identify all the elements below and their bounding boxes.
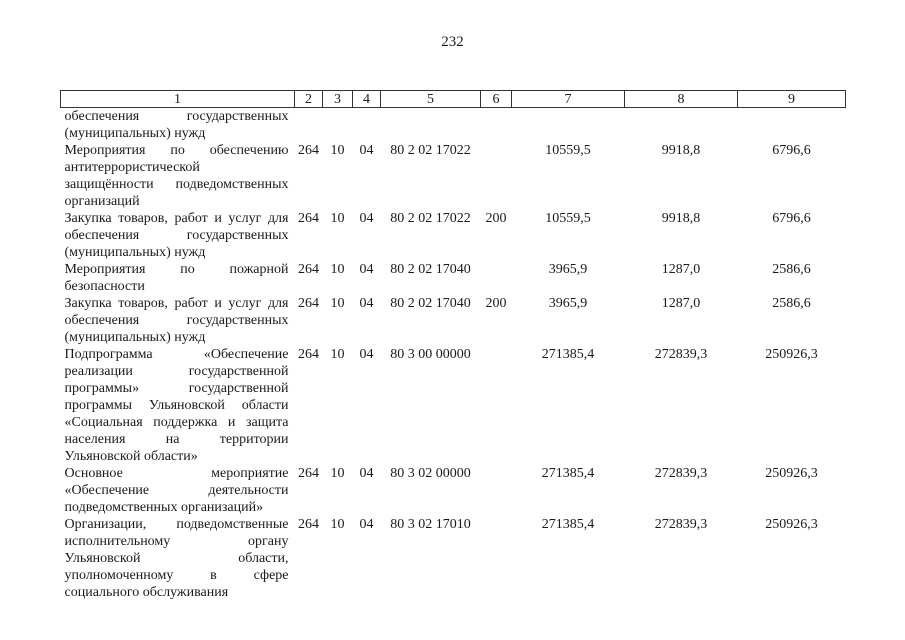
target-article-cell <box>381 108 481 143</box>
section-code-cell: 264 <box>298 466 319 481</box>
section-code-cell: 264 <box>298 211 319 226</box>
target-article-cell: 80 3 00 00000 <box>390 347 471 362</box>
amount-cell: 250926,3 <box>765 466 818 481</box>
section-code-cell: 264 <box>298 143 319 158</box>
table-row <box>61 346 846 465</box>
row-name-cell: Подпрограмма «Обеспечение реализации государственной программы» государственной программы Ульяновской области «Социальная поддержка и защита населения на территории Ульяновской области» <box>64 347 289 464</box>
amount-cell: 3965,9 <box>548 296 588 311</box>
amount-cell <box>512 108 625 143</box>
subsection-code-cell: 04 <box>359 466 374 481</box>
section-code-cell: 264 <box>298 517 319 532</box>
budget-table <box>60 90 846 601</box>
row-name-cell: обеспечения государственных (муниципальных) нужд <box>64 109 289 141</box>
chapter-code-cell: 10 <box>330 262 345 277</box>
table-row <box>61 210 846 261</box>
section-code-cell <box>295 108 323 143</box>
amount-cell: 272839,3 <box>654 517 708 532</box>
expense-type-cell <box>481 142 512 210</box>
target-article-cell: 80 3 02 17010 <box>390 517 471 532</box>
amount-cell: 2586,6 <box>772 296 811 311</box>
subsection-code-cell: 04 <box>359 296 374 311</box>
target-article-cell: 80 2 02 17040 <box>390 296 471 311</box>
amount-cell: 9918,8 <box>661 211 701 226</box>
row-name-cell: Основное мероприятие «Обеспечение деятельности подведомственных организаций» <box>64 466 289 515</box>
amount-cell: 1287,0 <box>661 262 701 277</box>
column-header: 8 <box>625 91 738 108</box>
amount-cell: 272839,3 <box>654 347 708 362</box>
table-row <box>61 108 846 143</box>
chapter-code-cell: 10 <box>330 466 345 481</box>
amount-cell: 271385,4 <box>541 517 595 532</box>
column-header: 4 <box>353 91 381 108</box>
subsection-code-cell: 04 <box>359 211 374 226</box>
table-row <box>61 261 846 295</box>
column-header: 2 <box>295 91 323 108</box>
expense-type-cell: 200 <box>485 211 507 226</box>
target-article-cell: 80 2 02 17040 <box>390 262 471 277</box>
table-row <box>61 516 846 601</box>
amount-cell: 2586,6 <box>772 262 811 277</box>
expense-type-cell: 200 <box>485 296 507 311</box>
chapter-code-cell: 10 <box>330 296 345 311</box>
amount-cell: 6796,6 <box>772 211 811 226</box>
column-header: 3 <box>323 91 353 108</box>
expense-type-cell <box>481 261 512 295</box>
expense-type-cell <box>481 346 512 465</box>
section-code-cell: 264 <box>298 296 319 311</box>
table-header-row <box>61 91 846 108</box>
target-article-cell: 80 2 02 17022 <box>390 143 471 158</box>
amount-cell: 250926,3 <box>765 517 818 532</box>
amount-cell: 1287,0 <box>661 296 701 311</box>
row-name-cell: Закупка товаров, работ и услуг для обеспечения государственных (муниципальных) нужд <box>64 296 289 345</box>
amount-cell: 9918,8 <box>661 143 701 158</box>
amount-cell: 250926,3 <box>765 347 818 362</box>
subsection-code-cell: 04 <box>359 517 374 532</box>
table-row <box>61 295 846 346</box>
chapter-code-cell: 10 <box>330 143 345 158</box>
table-row <box>61 142 846 210</box>
subsection-code-cell: 04 <box>359 262 374 277</box>
table-row <box>61 465 846 516</box>
subsection-code-cell: 04 <box>359 347 374 362</box>
subsection-code-cell <box>353 108 381 143</box>
section-code-cell: 264 <box>298 347 319 362</box>
amount-cell: 272839,3 <box>654 466 708 481</box>
chapter-code-cell: 10 <box>330 347 345 362</box>
column-header: 6 <box>481 91 512 108</box>
amount-cell: 271385,4 <box>541 347 595 362</box>
amount-cell: 10559,5 <box>545 211 591 226</box>
subsection-code-cell: 04 <box>359 143 374 158</box>
column-header: 5 <box>381 91 481 108</box>
amount-cell: 6796,6 <box>772 143 811 158</box>
section-code-cell: 264 <box>298 262 319 277</box>
expense-type-cell <box>481 108 512 143</box>
column-header: 7 <box>512 91 625 108</box>
amount-cell <box>625 108 738 143</box>
column-header: 1 <box>61 91 295 108</box>
chapter-code-cell: 10 <box>330 517 345 532</box>
target-article-cell: 80 3 02 00000 <box>390 466 471 481</box>
target-article-cell: 80 2 02 17022 <box>390 211 471 226</box>
chapter-code-cell <box>323 108 353 143</box>
table-body <box>61 108 846 602</box>
expense-type-cell <box>481 516 512 601</box>
amount-cell <box>738 108 846 143</box>
row-name-cell: Мероприятия по пожарной безопасности <box>64 262 289 294</box>
amount-cell: 271385,4 <box>541 466 595 481</box>
row-name-cell: Закупка товаров, работ и услуг для обеспечения государственных (муниципальных) нужд <box>64 211 289 260</box>
row-name-cell: Мероприятия по обеспечению антитеррористической защищённости подведомственных организаций <box>64 143 289 209</box>
expense-type-cell <box>481 465 512 516</box>
column-header: 9 <box>738 91 846 108</box>
chapter-code-cell: 10 <box>330 211 345 226</box>
page-number: 232 <box>441 34 464 50</box>
amount-cell: 3965,9 <box>548 262 588 277</box>
row-name-cell: Организации, подведомственные исполнительному органу Ульяновской области, уполномоченному в сфере социального обслуживания <box>64 517 289 600</box>
amount-cell: 10559,5 <box>545 143 591 158</box>
